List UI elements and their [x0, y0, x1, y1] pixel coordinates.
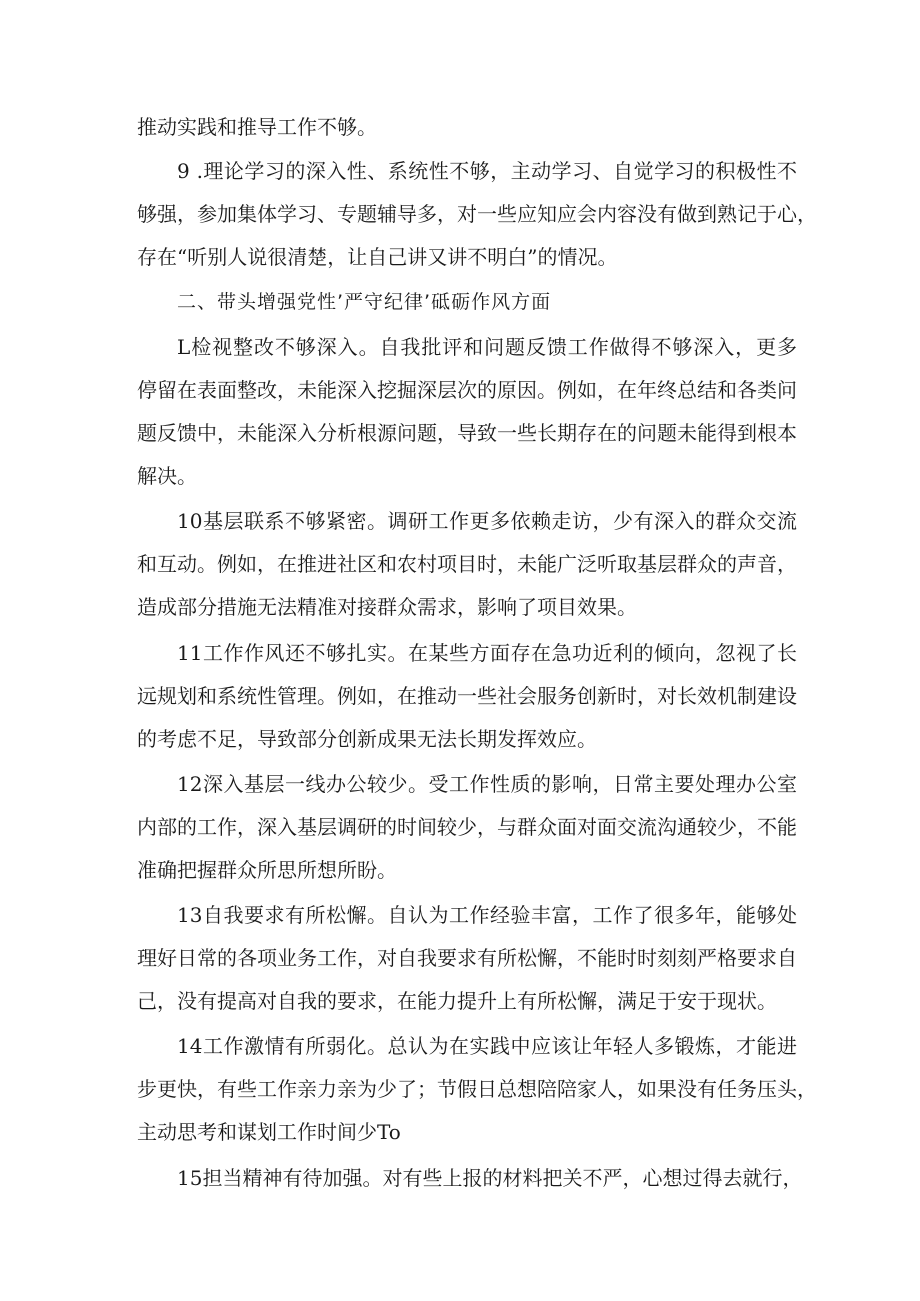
text-line: 12深入基层一线办公较少。受工作性质的影响，日常主要处理办公室: [177, 772, 797, 796]
text-line: 主动思考和谋划工作时间少To: [137, 1120, 401, 1144]
text-line: 11工作作风还不够扎实。在某些方面存在急功近利的倾向，忽视了长: [177, 641, 797, 665]
paragraph-item-13: [137, 894, 797, 1023]
text-line: 13自我要求有所松懈。自认为工作经验丰富，工作了很多年，能够处: [177, 903, 797, 927]
text-line: 10基层联系不够紧密。调研工作更多依赖走访，少有深入的群众交流: [177, 509, 797, 533]
text-line: 存在“听别人说很清楚，让自己讲又讲不明白”的情况。: [137, 245, 618, 269]
text-line: 够强，参加集体学习、专题辅导多，对一些应知应会内容没有做到熟记于心，: [137, 202, 817, 226]
paragraph-item-1: [137, 326, 797, 498]
text-line: 9 .理论学习的深入性、系统性不够，主动学习、自觉学习的积极性不: [177, 159, 797, 183]
paragraph-item-12: [137, 763, 797, 892]
section-heading-text: 二、带头增强党性’严守纪律’砥砺作风方面: [177, 291, 552, 313]
text-line: 步更快，有些工作亲力亲为少了；节假日总想陪陪家人，如果没有任务压头，: [137, 1077, 817, 1101]
text-line: 14工作激情有所弱化。总认为在实践中应该让年轻人多锻炼，才能进: [177, 1034, 797, 1058]
text-line: 理好日常的各项业务工作，对自我要求有所松懈，不能时时刻刻严格要求自: [137, 946, 797, 970]
text-line: L检视整改不够深入。自我批评和问题反馈工作做得不够深入，更多: [177, 335, 797, 359]
text-line: 的考虑不足，导致部分创新成果无法长期发挥效应。: [137, 727, 597, 751]
paragraph-item-11: [137, 632, 797, 761]
text-line: 题反馈中，未能深入分析根源问题，导致一些长期存在的问题未能得到根本: [137, 421, 797, 445]
text-line: 准确把握群众所思所想所盼。: [137, 858, 397, 882]
paragraph-item-9: [137, 150, 817, 279]
text-line: 内部的工作，深入基层调研的时间较少，与群众面对面交流沟通较少，不能: [137, 815, 797, 839]
text-line: 己，没有提高对自我的要求，在能力提升上有所松懈，满足于安于现状。: [137, 989, 777, 1013]
paragraph-item-10: [137, 500, 797, 629]
text-line: 解决。: [137, 464, 197, 488]
text-line: 停留在表面整改，未能深入挖掘深层次的原因。例如，在年终总结和各类问: [137, 378, 797, 402]
text-line: 15担当精神有待加强。对有些上报的材料把关不严，心想过得去就行，: [177, 1166, 803, 1190]
text-line: 推动实践和推导工作不够。: [137, 115, 377, 139]
section-heading: [137, 281, 797, 324]
text-line: 造成部分措施无法精准对接群众需求，影响了项目效果。: [137, 595, 637, 619]
paragraph-continuation: [137, 106, 797, 149]
paragraph-item-14: [137, 1025, 817, 1154]
paragraph-item-15: [137, 1157, 803, 1200]
text-line: 远规划和系统性管理。例如，在推动一些社会服务创新时，对长效机制建设: [137, 684, 797, 708]
text-line: 和互动。例如，在推进社区和农村项目时，未能广泛听取基层群众的声音，: [137, 552, 797, 576]
